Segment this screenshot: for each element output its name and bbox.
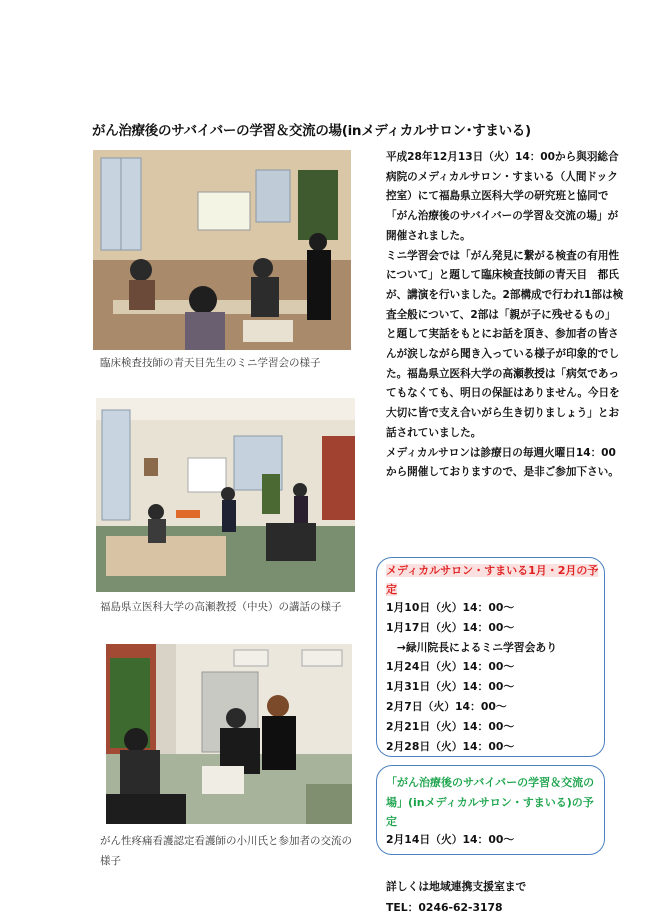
schedule-item: 1月17日（火）14：00～	[386, 620, 515, 634]
photo-nurse-exchange	[106, 644, 352, 824]
page-title: がん治療後のサバイバーの学習＆交流の場(inメディカルサロン･すまいる)	[92, 123, 531, 139]
contact-info	[386, 876, 526, 918]
schedule-list	[386, 598, 557, 756]
article-body	[386, 148, 624, 483]
schedule-item: →緑川院長によるミニ学習会あり	[386, 640, 557, 654]
schedule-heading-text: メディカルサロン・すまいる1月・2月の予定	[386, 564, 599, 596]
event-heading: 「がん治療後のサバイバーの学習＆交流の場」(inメディカルサロン・すまいる)の予定	[386, 776, 595, 828]
contact-line: 詳しくは地域連携支援室まで	[386, 880, 527, 893]
photo-caption: がん性疼痛看護認定看護師の小川氏と参加者の交流の様子	[100, 835, 352, 867]
body-paragraph: メディカルサロンは診療日の毎週火曜日14：00から開催しておりますので、是非ご参加下さい。	[386, 446, 619, 479]
schedule-item: 1月24日（火）14：00～	[386, 660, 515, 674]
contact-phone: TEL：0246-62-3178	[386, 901, 503, 914]
schedule-item: 1月31日（火）14：00～	[386, 680, 515, 694]
photo-mini-lecture	[93, 150, 351, 350]
schedule-item: 1月10日（火）14：00～	[386, 601, 515, 614]
photo-caption: 臨床検査技師の青天目先生のミニ学習会の様子	[100, 357, 321, 369]
schedule-item: 2月7日（火）14：00～	[386, 699, 507, 713]
body-paragraph: 平成28年12月13日（火）14：00から與羽総合病院のメディカルサロン・すまいる（人間ドック控室）にて福島県立医科大学の研究班と協同で「がん治療後のサバイバーの学習＆交流の場」が開催されました。	[386, 151, 619, 242]
schedule-item: 2月21日（火）14：00～	[386, 719, 515, 733]
schedule-heading	[386, 561, 608, 599]
schedule-item: 2月28日（火）14：00～	[386, 739, 515, 753]
photo-professor-talk	[96, 398, 355, 592]
event-date: 2月14日（火）14：00～	[386, 833, 515, 846]
body-paragraph: ミニ学習会では「がん発見に繋がる検査の有用性について」と題して臨床検査技師の青天目 都氏が、講演を行いました。2部構成で行われ1部は検査全般について、2部は「親が子に残せるもの」と題して実話をもとにお話を頂き、参加者の皆さんが涙しながら聞き入っている様子が印象的でした。福島県立医科大学の高瀬教授は「病気であってもなくても、明日の保証はありません。今日を大切に皆で支え合いがら生き切りましょう」とお話されていました。	[386, 249, 624, 439]
photo-caption: 福島県立医科大学の高瀬教授（中央）の講話の様子	[100, 601, 342, 613]
